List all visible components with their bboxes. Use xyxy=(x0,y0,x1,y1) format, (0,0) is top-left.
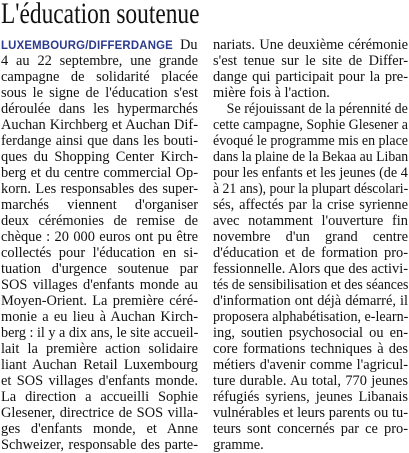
article-line: mière fois à l'action. xyxy=(213,85,330,101)
article-line: La direction a accueilli Sophie xyxy=(1,389,198,405)
article-line: campagne de solidarité placée xyxy=(1,69,198,85)
article-line: d'information ont déjà démarré, il xyxy=(213,293,408,309)
article-line: et SOS villages d'enfants monde. xyxy=(1,373,198,389)
article-line: ing, soutien psychosocial ou en- xyxy=(213,325,408,341)
article-column-right xyxy=(213,37,408,453)
article-line: berg et du centre commercial Op- xyxy=(1,165,198,181)
article-line: s'est tenue sur le site de Differ- xyxy=(213,53,408,69)
article-kicker: LUXEMBOURG/DIFFERDANGE xyxy=(1,40,173,52)
article-column-left xyxy=(1,37,198,453)
article-line: fessionnelle. Alors que des activi- xyxy=(213,261,408,277)
article-line: vulnérables et leurs parents ou tu- xyxy=(213,405,408,421)
article-line: nariats. Une deuxième cérémonie xyxy=(213,37,408,53)
article-line: LUXEMBOURG/DIFFERDANGE Du xyxy=(1,37,198,53)
article-line: proposera alphabétisation, e-learn- xyxy=(213,309,409,325)
article-line: ges d'enfants monde, et Anne xyxy=(1,421,198,437)
article-line: lait la première action solidaire xyxy=(1,341,198,357)
article-line: tés de sensibilisation et des séances xyxy=(213,277,409,293)
article-line: Schweizer, responsable des parte- xyxy=(1,437,198,453)
article-line: 4 au 22 septembre, une grande xyxy=(1,53,198,69)
article-line: Se réjouissant de la pérennité de xyxy=(226,101,408,117)
article-line: liant Auchan Retail Luxembourg xyxy=(1,357,198,373)
article-line: ture durable. Au total, 770 jeunes xyxy=(213,373,408,389)
article-line: sous le signe de l'éducation s'est xyxy=(1,85,198,101)
article-line: collectés pour l'éducation en si- xyxy=(1,245,198,261)
article-line: korn. Les responsables des super- xyxy=(1,181,198,197)
article-line: cette campagne, Sophie Glesener a xyxy=(213,117,408,133)
article-line: chèque : 20 000 euros ont pu être xyxy=(1,229,198,245)
article-line: core formations techniques à des xyxy=(213,341,408,357)
article-line: à 21 ans), pour la plupart déscolari- xyxy=(213,181,409,197)
article-line: SOS villages d'enfants monde au xyxy=(1,277,198,293)
article-line: déroulée dans les hypermarchés xyxy=(1,101,198,117)
article-line: ques du Shopping Center Kirch- xyxy=(1,149,198,165)
article-line: réfugiés syriens, jeunes Libanais xyxy=(213,389,408,405)
article-line: deux cérémonies de remise de xyxy=(1,213,198,229)
article-line: Moyen-Orient. La première céré- xyxy=(1,293,198,309)
article-line: métiers d'avenir comme l'agricul- xyxy=(213,357,408,373)
article-line: ferdange ainsi que dans les bouti- xyxy=(1,133,198,149)
article-line: sés, affectés par la crise syrienne xyxy=(213,197,408,213)
article-line: teurs sont concernés par ce pro- xyxy=(213,421,408,437)
article-line: d'éducation et de formation pro- xyxy=(213,245,408,261)
article-line: novembre d'un grand centre xyxy=(213,229,408,245)
article-line: marchés viennent d'organiser xyxy=(1,197,198,213)
article-headline: L'éducation soutenue xyxy=(1,0,200,30)
article-line: monie a eu lieu à Auchan Kirch- xyxy=(1,309,198,325)
article-line: dans la plaine de la Bekaa au Liban xyxy=(213,149,409,165)
article-line: avec notamment l'ouverture fin xyxy=(213,213,408,229)
article-line: pour les enfants et les jeunes (de 4 xyxy=(213,165,408,181)
article-line: gramme. xyxy=(213,437,264,453)
article-line: Auchan Kirchberg et Auchan Dif- xyxy=(1,117,198,133)
article-line: évoqué le programme mis en place xyxy=(213,133,408,149)
article-line: berg : il y a dix ans, le site accueil- xyxy=(1,325,199,341)
article-line: Glesener, directrice de SOS villa- xyxy=(1,405,198,421)
article-line: tuation d'urgence soutenue par xyxy=(1,261,198,277)
article-line: dange qui participait pour la pre- xyxy=(213,69,408,85)
